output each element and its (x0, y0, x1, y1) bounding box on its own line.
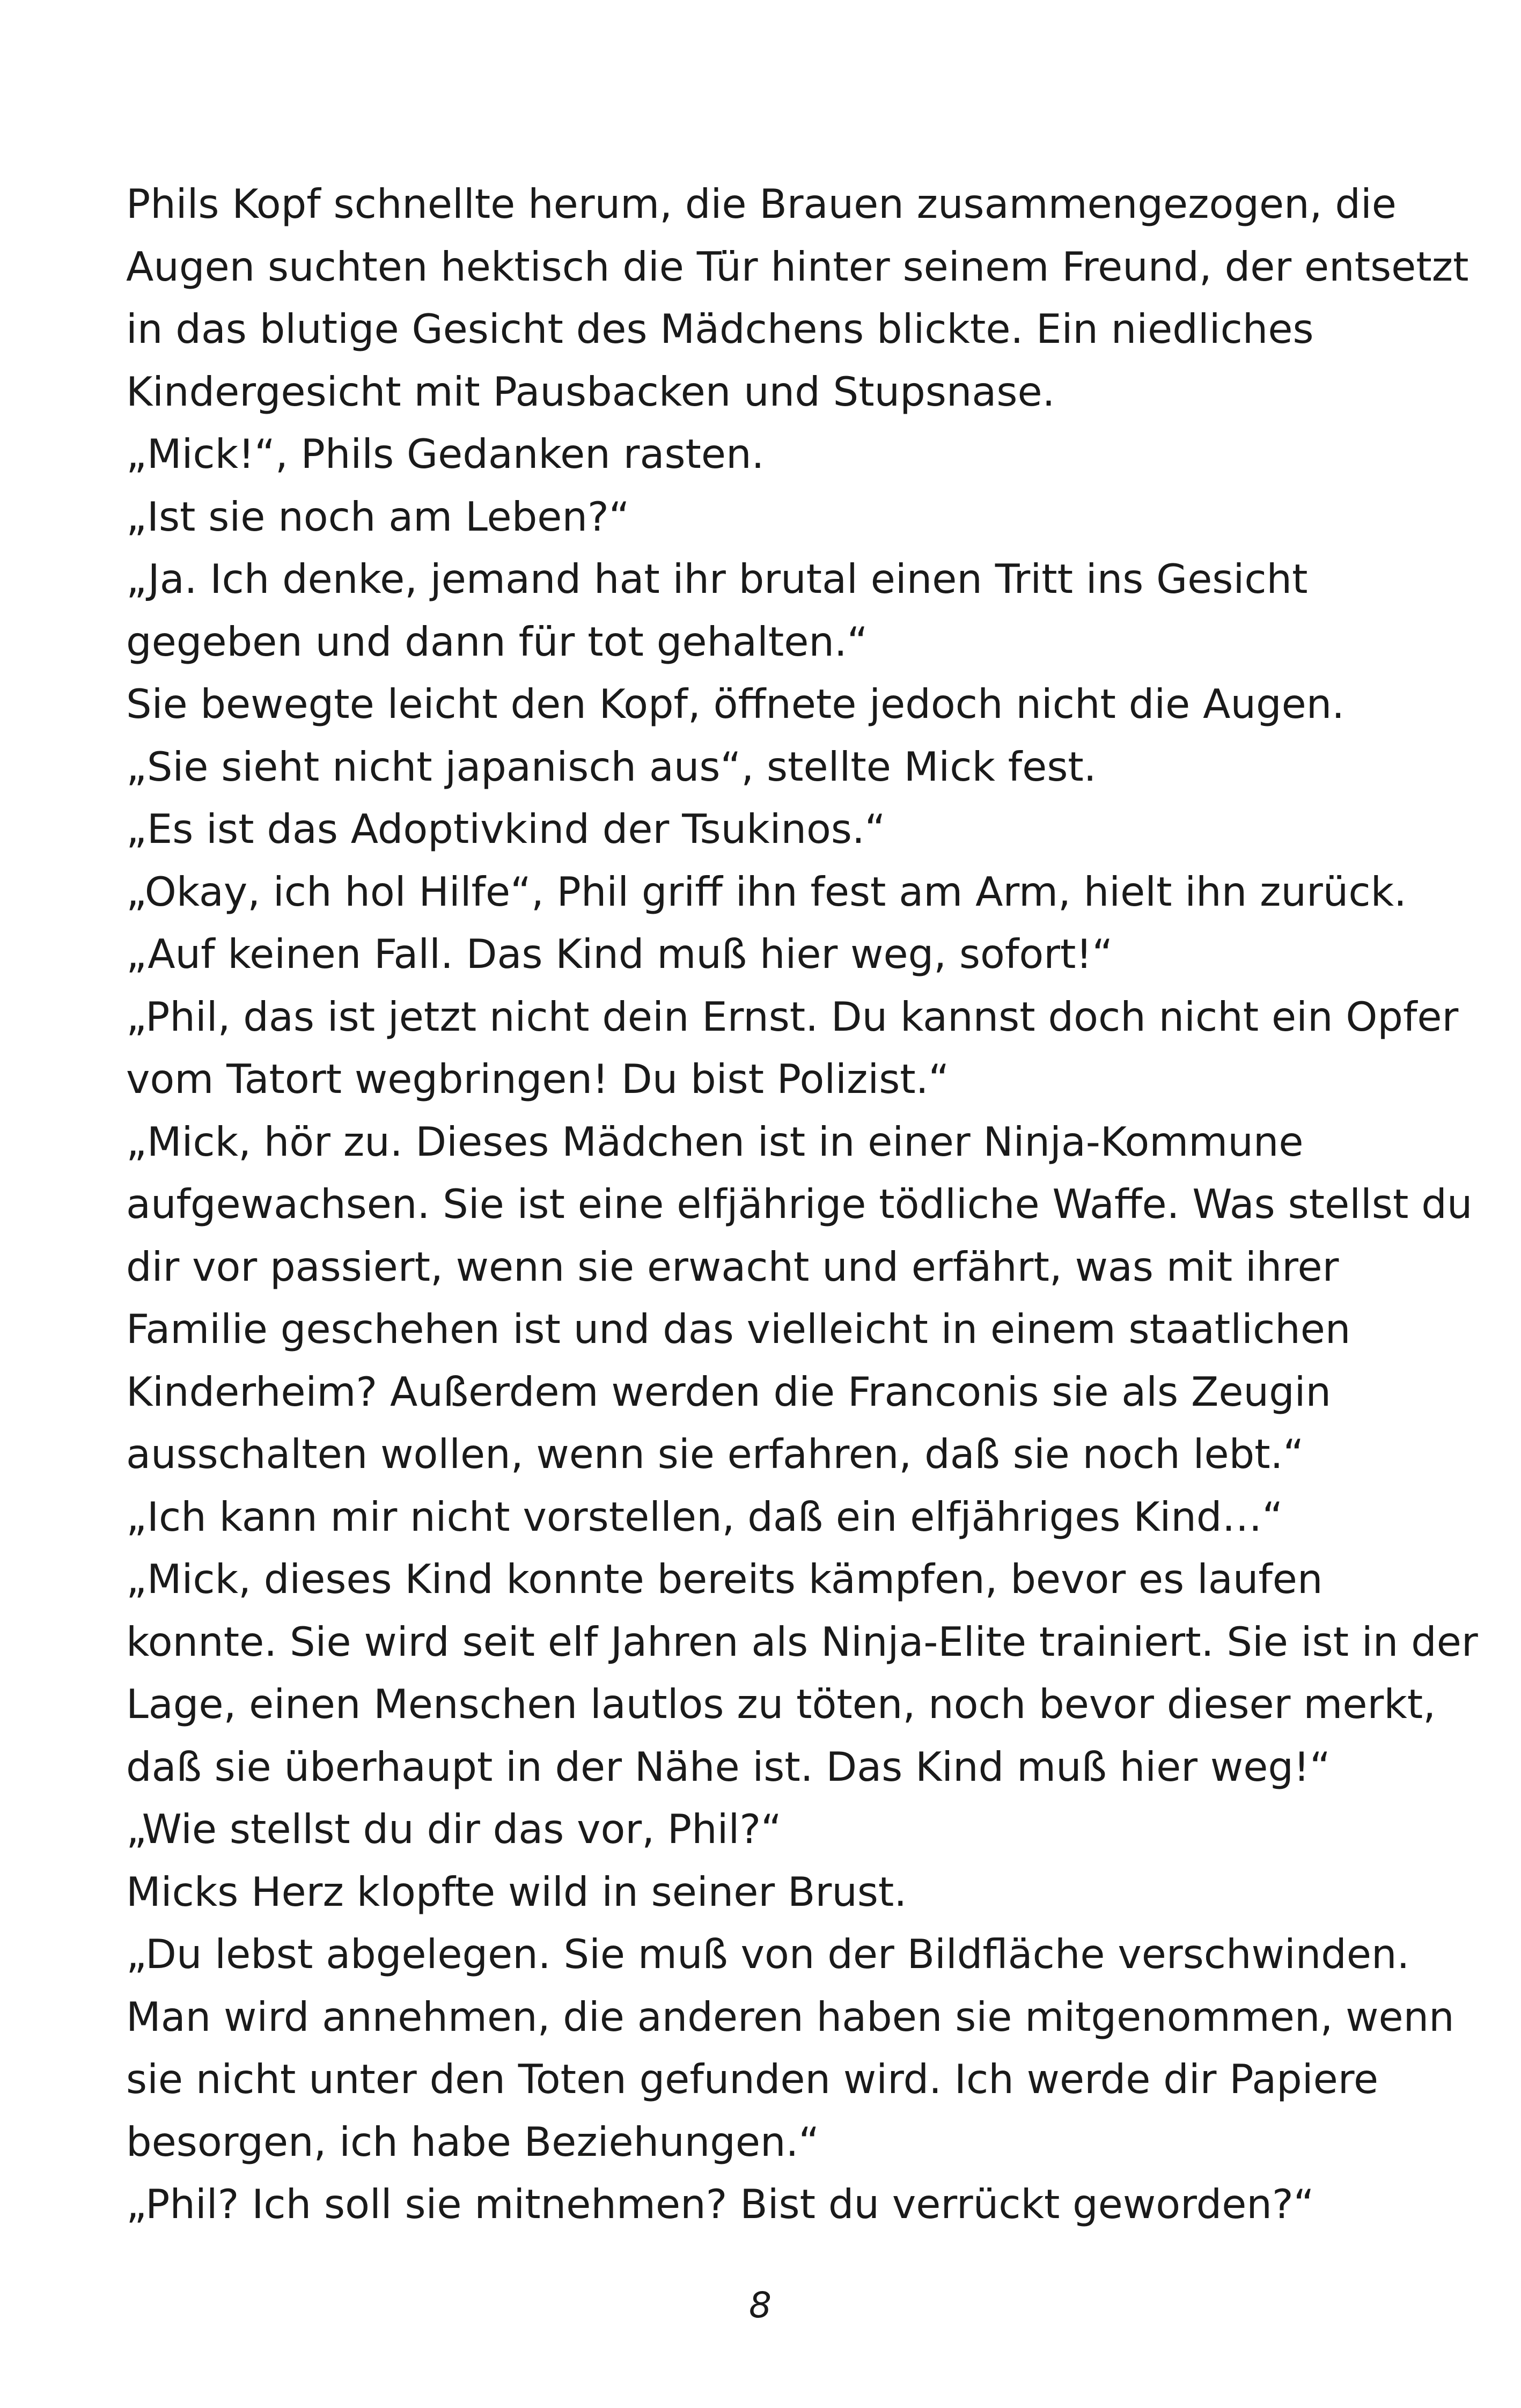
text-line: „Es ist das Adoptivkind der Tsukinos.“ (126, 805, 886, 853)
text-line: „Wie stellst du dir das vor, Phil?“ (126, 1805, 782, 1853)
text-line: „Ich kann mir nicht vorstellen, daß ein elfjähriges Kind…“ (126, 1493, 1283, 1540)
text-line: „Mick, dieses Kind konnte bereits kämpfen, bevor es laufen (126, 1555, 1323, 1603)
text-line: Phils Kopf schnellte herum, die Brauen zusammengezogen, die (126, 180, 1397, 227)
text-line: „Du lebst abgelegen. Sie muß von der Bildfläche verschwinden. (126, 1930, 1410, 1978)
text-line: Micks Herz klopfte wild in seiner Brust. (126, 1868, 907, 1915)
text-line: vom Tatort wegbringen! Du bist Polizist.“ (126, 1055, 950, 1103)
text-line: daß sie überhaupt in der Nähe ist. Das Kind muß hier weg!“ (126, 1743, 1331, 1790)
text-line: „Mick, hör zu. Dieses Mädchen ist in einer Ninja-Kommune (126, 1118, 1304, 1165)
text-line: Familie geschehen ist und das vielleicht in einem staatlichen (126, 1305, 1351, 1353)
text-line: Kindergesicht mit Pausbacken und Stupsnase. (126, 368, 1055, 415)
text-line: besorgen, ich habe Beziehungen.“ (126, 2118, 820, 2165)
text-line: sie nicht unter den Toten gefunden wird. Ich werde dir Papiere (126, 2055, 1379, 2103)
text-line: gegeben und dann für tot gehalten.“ (126, 618, 868, 665)
text-line: Lage, einen Menschen lautlos zu töten, noch bevor dieser merkt, (126, 1680, 1436, 1728)
text-line: „Mick!“, Phils Gedanken rasten. (126, 430, 765, 478)
page-number: 8 (749, 2285, 771, 2326)
text-line: „Okay, ich hol Hilfe“, Phil griff ihn fest am Arm, hielt ihn zurück. (126, 868, 1407, 915)
text-line: ausschalten wollen, wenn sie erfahren, daß sie noch lebt.“ (126, 1430, 1304, 1478)
text-line: „Sie sieht nicht japanisch aus“, stellte Mick fest. (126, 743, 1097, 790)
text-line: Man wird annehmen, die anderen haben sie mitgenommen, wenn (126, 1993, 1454, 2040)
text-line: Augen suchten hektisch die Tür hinter seinem Freund, der entsetzt (126, 243, 1469, 290)
text-line: dir vor passiert, wenn sie erwacht und erfährt, was mit ihrer (126, 1243, 1339, 1290)
text-line: in das blutige Gesicht des Mädchens blickte. Ein niedliches (126, 305, 1314, 353)
text-line: „Ja. Ich denke, jemand hat ihr brutal einen Tritt ins Gesicht (126, 555, 1308, 603)
text-line: „Phil, das ist jetzt nicht dein Ernst. Du kannst doch nicht ein Opfer (126, 993, 1459, 1040)
text-line: Sie bewegte leicht den Kopf, öffnete jedoch nicht die Augen. (126, 680, 1345, 728)
text-line: Kinderheim? Außerdem werden die Franconis sie als Zeugin (126, 1368, 1332, 1415)
text-line: aufgewachsen. Sie ist eine elfjährige tödliche Waffe. Was stellst du (126, 1180, 1473, 1228)
text-line: „Phil? Ich soll sie mitnehmen? Bist du verrückt geworden?“ (126, 2181, 1314, 2228)
text-line: „Ist sie noch am Leben?“ (126, 493, 630, 540)
text-line: „Auf keinen Fall. Das Kind muß hier weg, sofort!“ (126, 930, 1113, 978)
text-line: konnte. Sie wird seit elf Jahren als Ninja-Elite trainiert. Sie ist in der (126, 1618, 1478, 1665)
